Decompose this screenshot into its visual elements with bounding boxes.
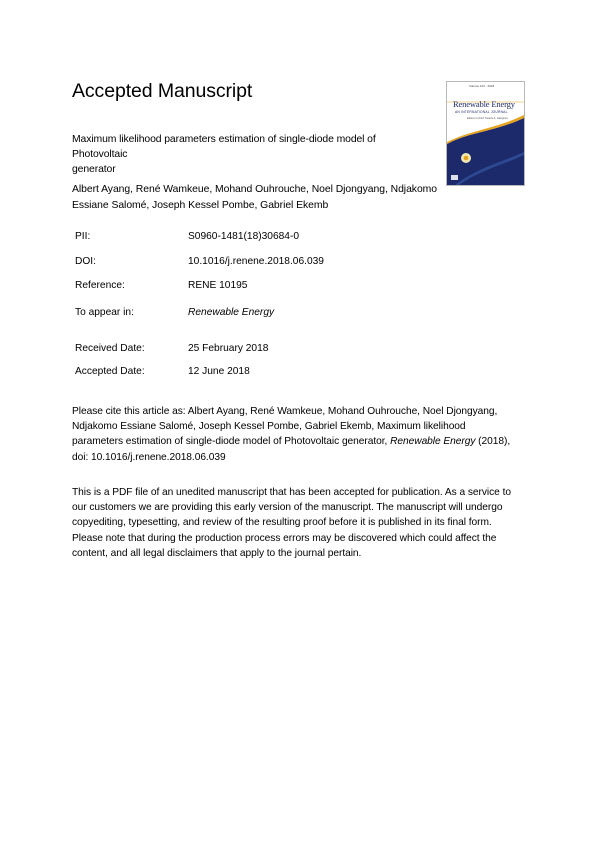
- citation-line: Please cite this article as: Albert Ayang, René Wamkeue, Mohand Ouhrouche, Noel Djongyang,: [72, 406, 498, 417]
- author-line: Albert Ayang, René Wamkeue, Mohand Ouhrouche, Noel Djongyang, Ndjakomo: [72, 184, 438, 195]
- disclaimer-paragraph: [72, 485, 522, 561]
- article-title-line: generator: [72, 164, 116, 175]
- citation-line: [72, 434, 522, 449]
- cover-journal-title: Renewable Energy: [453, 99, 515, 109]
- meta-label: To appear in:: [75, 307, 134, 318]
- disclaimer-line: This is a PDF file of an unedited manuscript that has been accepted for publication. As a service to: [72, 487, 511, 498]
- meta-value: RENE 10195: [188, 280, 248, 291]
- citation-paragraph: [72, 404, 522, 465]
- author-line: Essiane Salomé, Joseph Kessel Pombe, Gabriel Ekemb: [72, 200, 329, 211]
- citation-text: (2018),: [475, 436, 511, 448]
- publisher-logo-icon: [451, 175, 458, 180]
- cover-top-text: Volume 123 · 2018: [469, 84, 495, 88]
- disclaimer-line: content, and all legal disclaimers that apply to the journal pertain.: [72, 547, 362, 559]
- meta-label: DOI:: [75, 256, 96, 267]
- meta-value: 10.1016/j.renene.2018.06.039: [188, 256, 324, 267]
- citation-line: Ndjakomo Essiane Salomé, Joseph Kessel Pombe, Gabriel Ekemb, Maximum likelihood: [72, 421, 466, 433]
- journal-cover-image: [446, 81, 525, 186]
- article-title-line: Maximum likelihood parameters estimation of single-diode model of Photovoltaic: [72, 134, 376, 160]
- cover-subtitle: AN INTERNATIONAL JOURNAL: [455, 110, 508, 114]
- disclaimer-line: Please note that during the production process errors may be discovered which could affect the: [72, 532, 497, 544]
- cover-artwork: [447, 82, 524, 185]
- meta-label: Accepted Date:: [75, 366, 145, 377]
- citation-doi: doi: 10.1016/j.renene.2018.06.039: [72, 451, 226, 463]
- meta-value: 25 February 2018: [188, 343, 269, 354]
- meta-value: 12 June 2018: [188, 366, 250, 377]
- disclaimer-line: copyediting, typesetting, and review of the resulting proof before it is published in its final form.: [72, 517, 492, 529]
- citation-journal-name: Renewable Energy: [390, 436, 476, 448]
- author-list: [72, 182, 442, 214]
- page-title: Accepted Manuscript: [72, 80, 253, 102]
- meta-label: Reference:: [75, 280, 125, 291]
- disclaimer-line: our customers we are providing this early version of the manuscript. The manuscript will undergo: [72, 502, 503, 514]
- meta-label: Received Date:: [75, 343, 145, 354]
- citation-text: parameters estimation of single-diode model of Photovoltaic generator,: [72, 436, 391, 448]
- meta-value: Renewable Energy: [188, 307, 275, 318]
- meta-label: PII:: [75, 231, 91, 242]
- cover-editor-line: Editor-in-Chief: Soteris A. Kalogirou: [467, 117, 508, 120]
- article-title: [72, 132, 432, 177]
- meta-value: S0960-1481(18)30684-0: [188, 231, 300, 242]
